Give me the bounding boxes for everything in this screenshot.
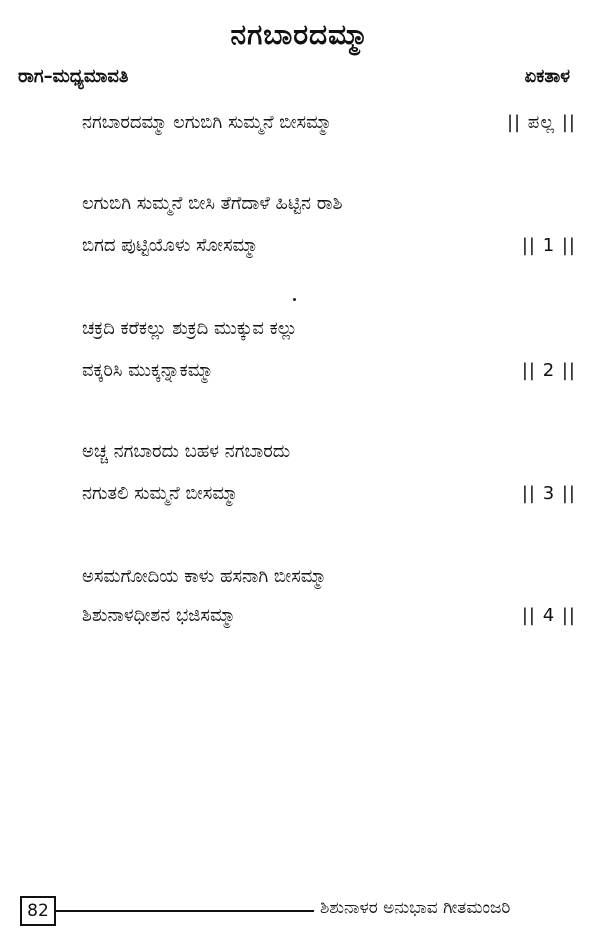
verse-line: ಅಸಮಗೋದಿಯ ಕಾಳು ಹಸನಾಗಿ ಬೀಸಮ್ಮಾ <box>82 566 327 587</box>
book-title: ಶಿಶುನಾಳರ ಅನುಭಾವ ಗೀತಮಂಜರಿ <box>320 898 511 918</box>
footer-rule <box>56 910 314 912</box>
verse-line: ನಗಬಾರದಮ್ಮಾ ಲಗುಬಿಗಿ ಸುಮ್ಮನೆ ಬೀಸಮ್ಮಾ <box>82 112 333 133</box>
stanza-marker: || 4 || <box>521 605 576 626</box>
tala-label: ಏಕತಾಳ <box>524 66 570 87</box>
page-number: 82 <box>20 896 56 926</box>
song-title: ನಗಬಾರದಮ್ಮಾ <box>230 18 370 51</box>
stanza-marker: || 3 || <box>521 483 576 504</box>
stanza-marker: || 1 || <box>521 235 576 256</box>
verse-line: ಬಿಗದ ಪುಟ್ಟಿಯೊಳು ಸೋಸಮ್ಮಾ <box>82 235 259 256</box>
verse-line: ನಗುತಲಿ ಸುಮ್ಮನೆ ಬೀಸಮ್ಮಾ <box>82 483 239 504</box>
page-footer <box>20 896 585 926</box>
verse-line: ಅಚ್ಚ ನಗಬಾರದು ಬಹಳ ನಗಬಾರದು <box>82 441 291 462</box>
ink-speck <box>293 298 296 301</box>
stanza-marker: || 2 || <box>521 360 576 381</box>
raga-label: ರಾಗ–ಮಧ್ಯಮಾವತಿ <box>18 66 129 87</box>
verse-line: ಚಕ್ರದಿ ಕರೆಕಲ್ಲು ಶುಕ್ರದಿ ಮುಕ್ಕುವ ಕಲ್ಲು <box>82 318 298 339</box>
stanza-marker: || ಪಲ್ಲ || <box>506 112 576 133</box>
verse-line: ಲಗುಬಿಗಿ ಸುಮ್ಮನೆ ಬೀಸಿ ತೆಗೆದಾಳೆ ಹಿಟ್ಟಿನ ರಾಶಿ <box>82 193 343 214</box>
verse-line: ಶಿಶುನಾಳಧೀಶನ ಭಜಿಸಮ್ಮಾ <box>82 605 236 626</box>
verse-line: ವಕ್ಕರಿಸಿ ಮುಕ್ಕನ್ನಾಕಮ್ಮಾ <box>82 360 214 381</box>
